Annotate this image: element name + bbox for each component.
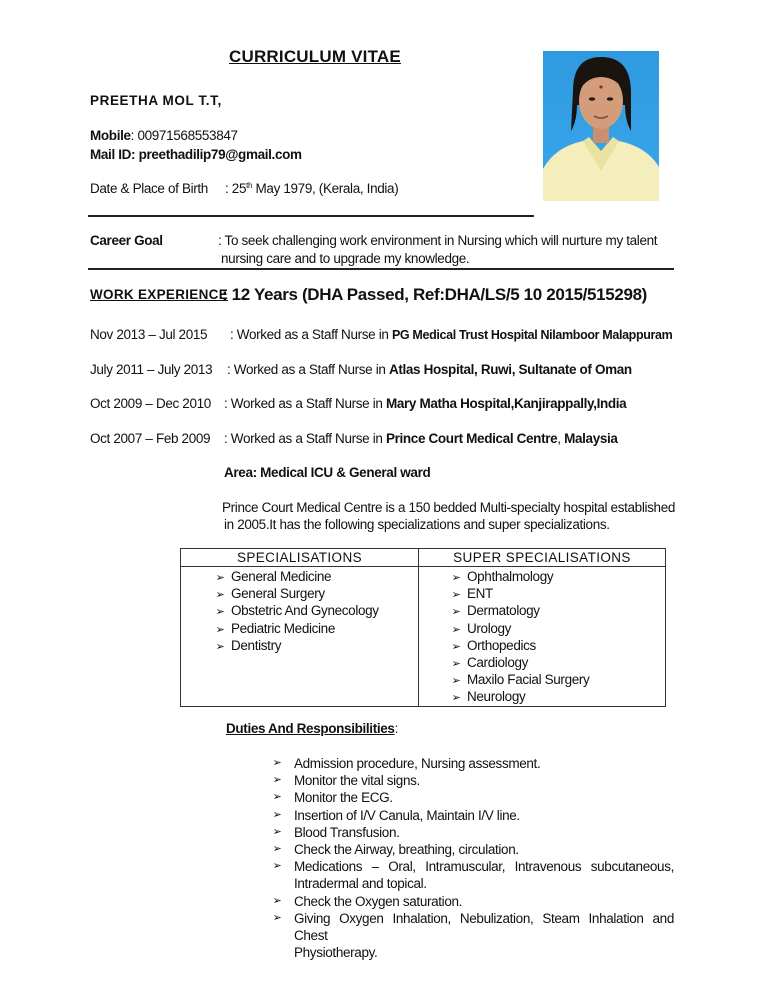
mobile-line [90,128,238,143]
arrow-bullet-icon: ➢ [215,640,225,653]
job-description [230,327,672,342]
duty-text: Admission procedure, Nursing assessment. [294,756,541,771]
header-divider [88,215,534,217]
arrow-bullet-icon: ➢ [451,623,461,636]
arrow-bullet-icon: ➢ [215,606,225,619]
arrow-bullet-icon: ➢ [451,606,461,619]
specialisation-label: Obstetric And Gynecology [231,603,379,619]
specialisations-cell [181,567,419,707]
arrow-bullet-icon: ➢ [451,589,461,602]
dob-line [90,181,399,196]
super-specialisation-label: Dermatology [467,603,540,619]
mobile-label: Mobile [90,128,131,143]
super-specialisation-label: Maxilo Facial Surgery [467,672,590,688]
job-role: : Worked as a Staff Nurse in [230,327,392,342]
duty-text: Giving Oxygen Inhalation, Nebulization, Steam Inhalation and Chest [294,910,674,944]
dob-suffix: th [246,181,253,190]
job-description [224,431,618,446]
career-goal-divider [88,268,674,270]
dob-rest: May 1979, (Kerala, India) [252,181,399,196]
document-title: CURRICULUM VITAE [229,47,401,66]
mail-id: Mail ID: preethadilip79@gmail.com [90,147,302,162]
dob-label: Date & Place of Birth [90,181,208,196]
list-item [209,602,418,619]
list-item [445,568,665,585]
list-item [270,789,674,806]
list-item [445,620,665,637]
hospital-intro-line-2: in 2005.It has the following specializations and super specializations. [224,517,610,532]
arrow-bullet-icon: ➢ [451,640,461,653]
arrow-bullet-icon: ➢ [272,894,282,907]
job-role: : Worked as a Staff Nurse in [224,431,386,446]
hospital-intro-line-1: Prince Court Medical Centre is a 150 bedded Multi-specialty hospital established [222,500,676,515]
arrow-bullet-icon: ➢ [272,860,282,873]
super-specialisation-label: Neurology [467,689,526,705]
duty-text-continued: Intradermal and topical. [294,876,427,892]
list-item [270,824,674,841]
list-item [445,671,665,688]
list-item [270,841,674,858]
career-goal-line-2: nursing care and to upgrade my knowledge. [221,251,470,266]
dob-value [225,181,398,196]
list-item [209,568,418,585]
duty-text: Insertion of I/V Canula, Maintain I/V line. [294,807,520,823]
applicant-name: PREETHA MOL T.T, [90,93,222,108]
list-item [445,602,665,619]
dob-day: : 25 [225,181,247,196]
job-dates: Nov 2013 – Jul 2015 [90,327,208,342]
super-specialisation-label: Ophthalmology [467,569,554,584]
list-item [445,637,665,654]
arrow-bullet-icon: ➢ [272,791,282,804]
job-description [224,396,626,411]
super-specialisation-label: Urology [467,620,512,636]
duty-text: Monitor the vital signs. [294,773,420,789]
super-specialisations-header: SUPER SPECIALISATIONS [419,549,666,567]
list-item [270,772,674,789]
portrait-icon [543,51,659,201]
arrow-bullet-icon: ➢ [215,572,225,584]
list-item [209,637,418,654]
list-item [270,807,674,824]
area-line: Area: Medical ICU & General ward [224,465,431,480]
arrow-bullet-icon: ➢ [272,843,282,856]
duty-text: Check the Airway, breathing, circulation. [294,842,519,858]
arrow-bullet-icon: ➢ [215,589,225,602]
duty-text: Check the Oxygen saturation. [294,893,463,909]
duties-heading-colon: : [394,721,398,736]
job-employer: Prince Court Medical Centre [385,431,558,446]
career-goal-line-1: : To seek challenging work environment in Nursing which will nurture my talent [218,233,658,248]
arrow-bullet-icon: ➢ [272,911,282,924]
job-employer: PG Medical Trust Hospital Nilamboor Malappuram [391,328,673,342]
job-dates: July 2011 – July 2013 [90,362,213,377]
job-description [227,362,632,377]
job-separator: , [557,431,565,446]
work-experience-label: WORK EXPERIENCE [90,287,229,302]
career-goal-label: Career Goal [90,233,163,248]
arrow-bullet-icon: ➢ [272,774,282,787]
duty-text: Monitor the ECG. [294,790,393,806]
list-item [445,688,665,705]
super-specialisation-label: Cardiology [467,654,529,670]
list-item [270,755,674,772]
specialisation-label: General Surgery [231,586,325,602]
job-employer: Atlas Hospital, Ruwi, Sultanate of Oman [388,362,632,377]
arrow-bullet-icon: ➢ [215,623,225,636]
job-role: : Worked as a Staff Nurse in [227,362,389,377]
specialisations-header: SPECIALISATIONS [181,549,419,567]
mobile-value: : 00971568553847 [130,128,238,143]
specialisations-table [180,548,666,707]
profile-photo [543,51,659,201]
super-specialisation-label: ENT [467,586,493,602]
work-experience-summary: : 12 Years (DHA Passed, Ref:DHA/LS/5 10 2015/515298) [222,285,647,304]
job-role: : Worked as a Staff Nurse in [224,396,386,411]
super-specialisation-label: Orthopedics [467,637,536,653]
arrow-bullet-icon: ➢ [272,757,282,769]
list-item [445,654,665,671]
specialisation-label: Pediatric Medicine [231,620,336,636]
job-employer: Mary Matha Hospital,Kanjirappally,India [385,396,627,411]
job-country: Malaysia [564,431,618,446]
duty-text: Blood Transfusion. [294,824,400,840]
super-specialisations-cell [419,567,666,707]
specialisation-label: General Medicine [231,569,332,584]
duty-text: Medications – Oral, Intramuscular, Intravenous subcutaneous, [294,859,674,875]
duties-heading [226,721,398,736]
arrow-bullet-icon: ➢ [451,692,461,705]
list-item [209,585,418,602]
list-item [209,620,418,637]
arrow-bullet-icon: ➢ [272,808,282,821]
job-dates: Oct 2007 – Feb 2009 [90,431,211,446]
arrow-bullet-icon: ➢ [451,572,461,584]
duties-list [270,755,674,961]
list-item [270,893,674,910]
arrow-bullet-icon: ➢ [451,657,461,670]
list-item [270,910,674,962]
arrow-bullet-icon: ➢ [451,675,461,688]
specialisation-label: Dentistry [231,637,282,653]
duties-heading-text: Duties And Responsibilities [226,721,395,736]
arrow-bullet-icon: ➢ [272,825,282,838]
list-item [445,585,665,602]
job-dates: Oct 2009 – Dec 2010 [90,396,211,411]
duty-text-continued: Physiotherapy. [294,945,378,961]
list-item [270,858,674,892]
